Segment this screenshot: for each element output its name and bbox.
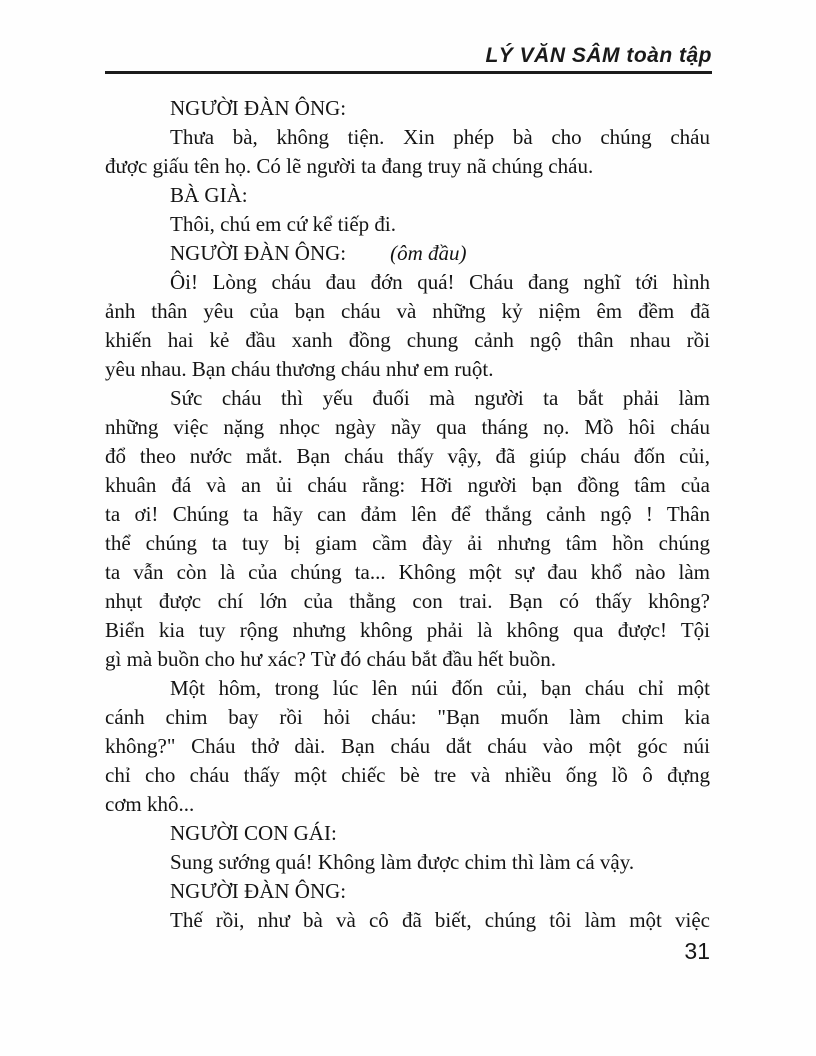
text-line: NGƯỜI CON GÁI:: [170, 821, 337, 845]
text-line: khiến hai kẻ đầu xanh đồng chung cảnh ngộ thân nhau rồi: [105, 328, 710, 352]
text-line: đổ theo nước mắt. Bạn cháu thấy vậy, đã giúp cháu đốn củi,: [105, 444, 710, 468]
header-rule: [105, 71, 712, 74]
text-line: NGƯỜI ĐÀN ÔNG: (ôm đầu): [170, 241, 467, 265]
text-line: ảnh thân yêu của bạn cháu và những kỷ niệm êm đềm đã: [105, 299, 710, 323]
text-line: ta ơi! Chúng ta hãy can đảm lên để thắng cảnh ngộ ! Thân: [105, 502, 710, 526]
text-line: chỉ cho cháu thấy một chiếc bè tre và nhiều ống lồ ô đựng: [105, 763, 710, 787]
text-line: cánh chim bay rồi hỏi cháu: "Bạn muốn làm chim kia: [105, 705, 710, 729]
text-line: được giấu tên họ. Có lẽ người ta đang truy nã chúng cháu.: [105, 154, 594, 178]
text-line: khuân đá và an ủi cháu rằng: Hỡi người bạn đồng tâm của: [105, 473, 710, 497]
text-block: [105, 94, 710, 935]
text-line: cơm khô...: [105, 792, 195, 816]
text-line: Thưa bà, không tiện. Xin phép bà cho chúng cháu: [170, 125, 710, 149]
text-line: yêu nhau. Bạn cháu thương cháu như em ruột.: [105, 357, 494, 381]
text-line: Thế rồi, như bà và cô đã biết, chúng tôi làm một việc: [170, 908, 710, 932]
text-line: Thôi, chú em cứ kể tiếp đi.: [170, 212, 396, 236]
text-line: BÀ GIÀ:: [170, 183, 248, 207]
text-line: thể chúng ta tuy bị giam cầm đày ải nhưng tâm hồn chúng: [105, 531, 710, 555]
text-line: gì mà buồn cho hư xác? Từ đó cháu bắt đầu hết buồn.: [105, 647, 557, 671]
text-line: Biển kia tuy rộng nhưng không phải là không qua được! Tội: [105, 618, 710, 642]
stage-direction: (ôm đầu): [390, 241, 467, 265]
text-line: Ôi! Lòng cháu đau đớn quá! Cháu đang nghĩ tới hình: [170, 270, 710, 294]
page-number: 31: [684, 938, 710, 964]
text-line: Một hôm, trong lúc lên núi đốn củi, bạn cháu chỉ một: [170, 676, 710, 700]
text-line: Sung sướng quá! Không làm được chim thì làm cá vậy.: [170, 850, 635, 874]
text-line: NGƯỜI ĐÀN ÔNG:: [170, 879, 347, 903]
text-line: NGƯỜI ĐÀN ÔNG:: [170, 96, 347, 120]
text-line: Sức cháu thì yếu đuối mà người ta bắt phải làm: [170, 386, 710, 410]
text-line: không?" Cháu thở dài. Bạn cháu dắt cháu vào một góc núi: [105, 734, 710, 758]
text-line: những việc nặng nhọc ngày nầy qua tháng nọ. Mồ hôi cháu: [105, 415, 710, 439]
running-head: LÝ VĂN SÂM toàn tập: [485, 44, 712, 67]
text-line: ta vẫn còn là của chúng ta... Không một sự đau khổ nào làm: [105, 560, 710, 584]
text-line: nhụt được chí lớn của thằng con trai. Bạn có thấy không?: [105, 589, 710, 613]
